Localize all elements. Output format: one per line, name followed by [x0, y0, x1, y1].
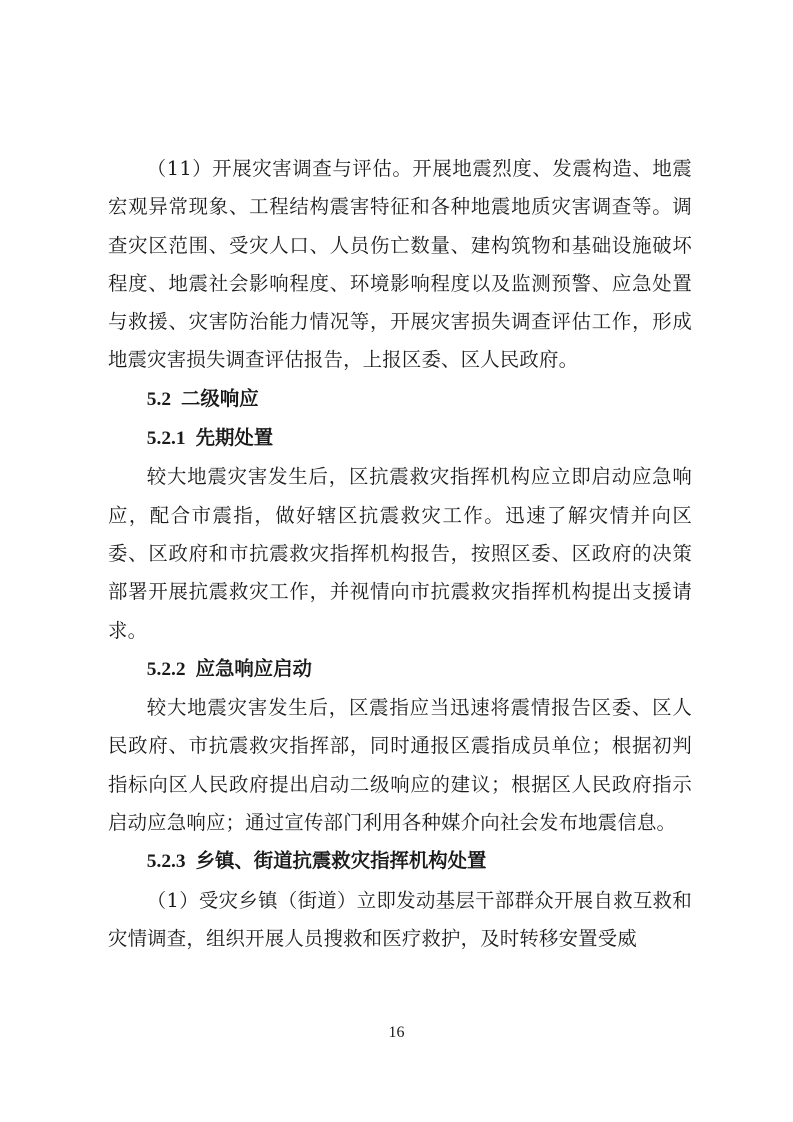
- section-title: 乡镇、街道抗震救灾指挥机构处置: [195, 849, 487, 873]
- section-heading-5-2-2: [108, 650, 692, 689]
- page-number: 16: [388, 1024, 405, 1041]
- document-body: [108, 150, 692, 958]
- section-title: 先期处置: [195, 426, 274, 450]
- section-heading-5-2-1: [108, 419, 692, 458]
- paragraph-emergency-launch: 较大地震灾害发生后，区震指应当迅速将震情报告区委、区人民政府、市抗震救灾指挥部，同时通报区震指成员单位；根据初判指标向区人民政府提出启动二级响应的建议；根据区人民政府指示启动应急响应；通过宣传部门利用各种媒介向社会发布地震信息。: [108, 696, 692, 835]
- section-number: 5.2.1: [146, 428, 186, 450]
- section-heading-5-2-3: [108, 842, 692, 881]
- paragraph-township-response: （1）受灾乡镇（街道）立即发动基层干部群众开展自救互救和灾情调查，组织开展人员搜救和医疗救护，及时转移安置受威: [108, 888, 692, 950]
- section-number: 5.2: [146, 388, 172, 410]
- paragraph-disaster-survey: （11）开展灾害调查与评估。开展地震烈度、发震构造、地震宏观异常现象、工程结构震害特征和各种地震地质灾害调查等。调查灾区范围、受灾人口、人员伤亡数量、建构筑物和基础设施破坏程度、地震社会影响程度、环境影响程度以及监测预警、应急处置与救援、灾害防治能力情况等，开展灾害损失调查评估工作，形成地震灾害损失调查评估报告，上报区委、区人民政府。: [108, 157, 692, 372]
- section-title: 应急响应启动: [195, 656, 312, 680]
- section-number: 5.2.2: [146, 658, 186, 680]
- section-heading-5-2: [108, 380, 692, 419]
- paragraph-initial-response: 较大地震灾害发生后，区抗震救灾指挥机构应立即启动应急响应，配合市震指，做好辖区抗震救灾工作。迅速了解灾情并向区委、区政府和市抗震救灾指挥机构报告，按照区委、区政府的决策部署开展抗震救灾工作，并视情向市抗震救灾指挥机构提出支援请求。: [108, 465, 692, 642]
- section-number: 5.2.3: [146, 851, 186, 873]
- section-title: 二级响应: [181, 386, 259, 410]
